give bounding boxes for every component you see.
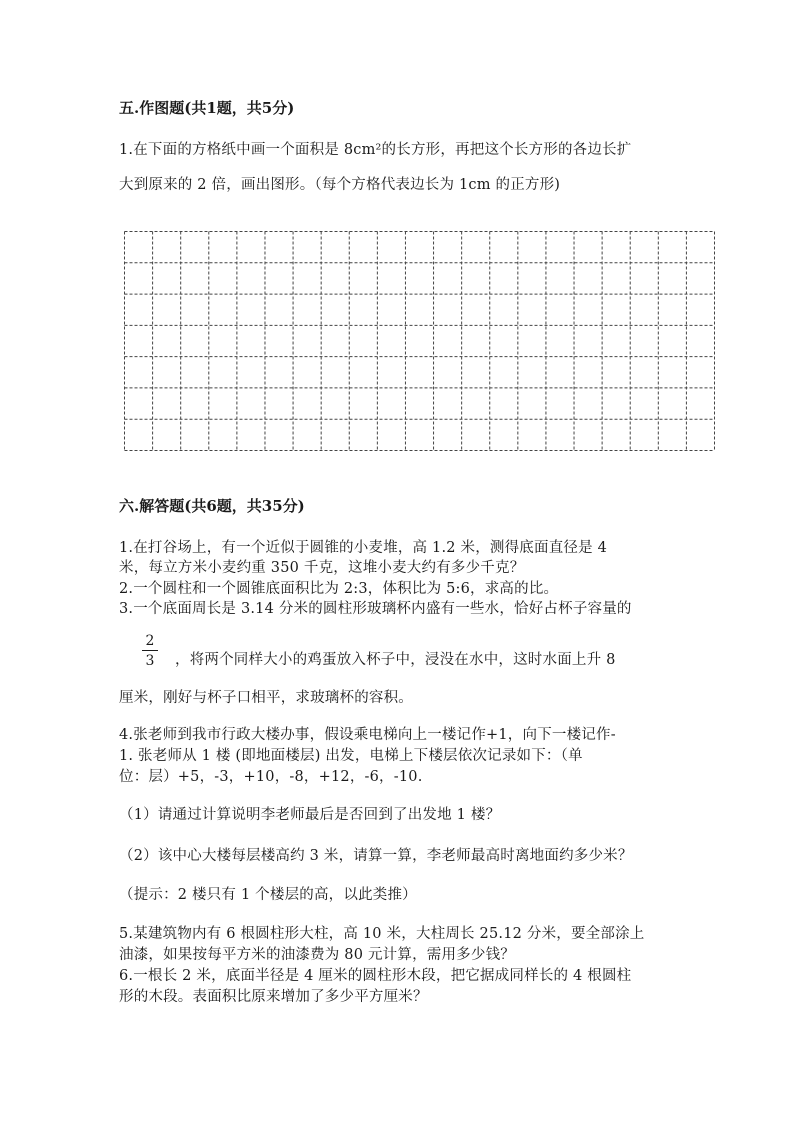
- section-5-q1-line2: 大到原来的 2 倍，画出图形。（每个方格代表边长为 1cm 的正方形): [119, 177, 561, 193]
- fraction-two-thirds: [142, 633, 158, 669]
- fraction-bar: [142, 650, 158, 651]
- section-6-q5-line1: 5.某建筑物内有 6 根圆柱形大柱，高 10 米，大柱周长 25.12 分米，要全部涂上: [119, 926, 645, 942]
- section-6-q4-line1: 4.张老师到我市行政大楼办事，假设乘电梯向上一楼记作+1，向下一楼记作-: [119, 727, 616, 743]
- section-6-q3-line3: 厘米，刚好与杯子口相平，求玻璃杯的容积。: [119, 690, 413, 706]
- section-6-title: 六.解答题(共6题，共35分): [119, 497, 305, 515]
- grid-canvas[interactable]: [123, 230, 716, 452]
- fraction-denominator: 3: [145, 653, 155, 669]
- section-6-q3-line1: 3.一个底面周长是 3.14 分米的圆柱形玻璃杯内盛有一些水，恰好占杯子容量的: [119, 601, 632, 617]
- section-6-q4-line3: 位：层）+5，-3，+10，-8，+12，-6，-10.: [119, 769, 423, 785]
- section-6-q1-line2: 米，每立方米小麦约重 350 千克，这堆小麦大约有多少千克？: [119, 560, 525, 576]
- section-5-q1-line1: 1.在下面的方格纸中画一个面积是 8cm²的长方形，再把这个长方形的各边长扩: [119, 142, 632, 158]
- section-6-q4-sub1: （1）请通过计算说明李老师最后是否回到了出发地 1 楼？: [119, 807, 501, 823]
- section-6-q4-line2: 1. 张老师从 1 楼 (即地面楼层) 出发，电梯上下楼层依次记录如下：（单: [119, 748, 583, 764]
- section-6-q4-hint: （提示：2 楼只有 1 个楼层的高，以此类推）: [119, 887, 417, 903]
- section-5-title: 五.作图题(共1题，共5分): [119, 99, 295, 117]
- section-6-q6-line1: 6.一根长 2 米，底面半径是 4 厘米的圆柱形木段，把它据成同样长的 4 根圆柱: [119, 968, 632, 984]
- fraction-numerator: 2: [145, 633, 155, 649]
- section-6-q5-line2: 油漆，如果按每平方米的油漆费为 80 元计算，需用多少钱？: [119, 947, 515, 963]
- section-6-q1-line1: 1.在打谷场上，有一个近似于圆锥的小麦堆，高 1.2 米，测得底面直径是 4: [119, 540, 608, 556]
- section-6-q4-sub2: （2）该中心大楼每层楼高约 3 米，请算一算，李老师最高时离地面约多少米？: [119, 848, 633, 864]
- square-grid-paper[interactable]: [123, 230, 716, 452]
- section-6-q3-line2: ，将两个同样大小的鸡蛋放入杯子中，浸没在水中，这时水面上升 8: [175, 652, 616, 668]
- section-6-q2: 2.一个圆柱和一个圆锥底面积比为 2:3，体积比为 5:6，求高的比。: [119, 581, 559, 597]
- section-6-q6-line2: 形的木段。表面积比原来增加了多少平方厘米？: [119, 989, 428, 1005]
